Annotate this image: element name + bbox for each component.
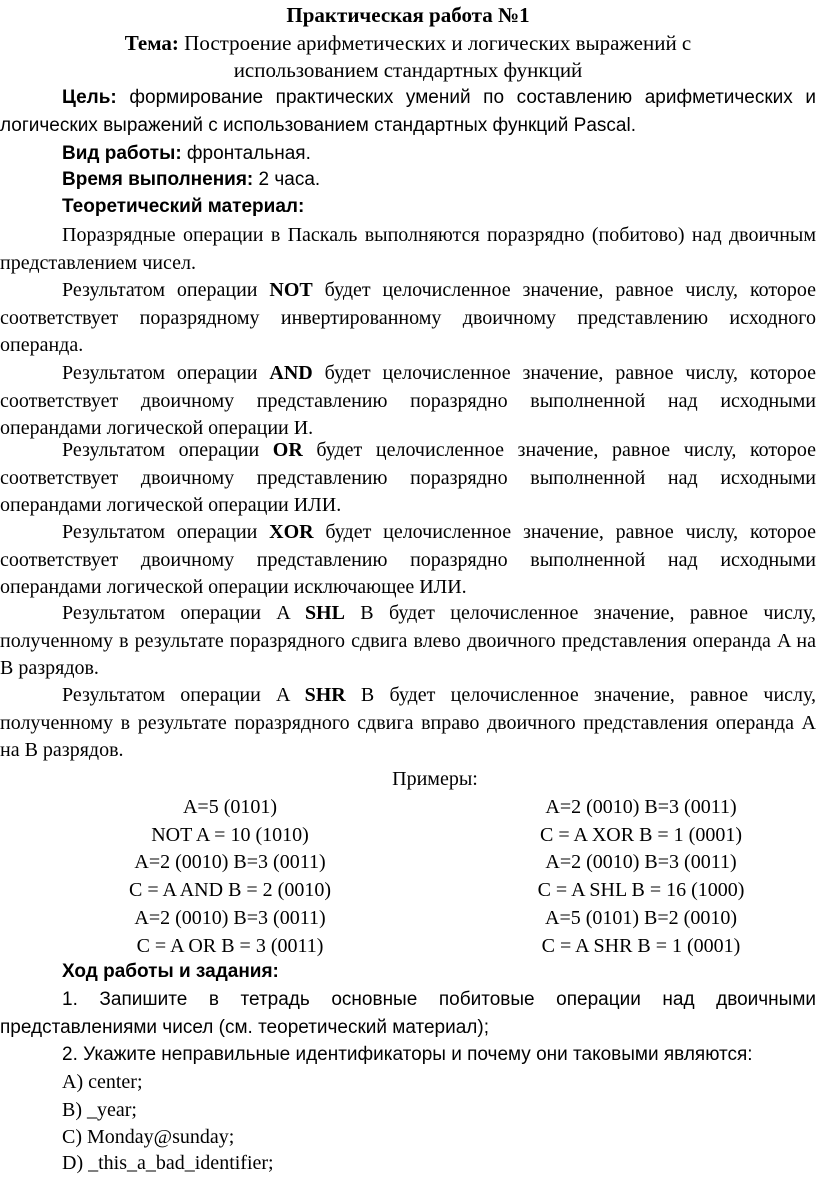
identifier-option: D) _this_a_bad_identifier; — [62, 1152, 274, 1174]
tasks-heading: Ход работы и задания: — [62, 961, 279, 982]
op-shl-keyword: SHL — [304, 602, 345, 624]
op-and-paragraph — [0, 360, 816, 443]
example-line: A=2 (0010) B=3 (0011) — [545, 851, 737, 874]
op-or-before: Результатом операции — [62, 439, 273, 461]
example-line: C = A SHL B = 16 (1000) — [537, 879, 745, 902]
op-shl-after: B будет целочисленное значение, равное числу, полученному в результате поразрядного сдвига влево двоичного представления операнда A на B разрядов. — [0, 602, 816, 679]
examples-heading: Примеры: — [392, 768, 478, 790]
identifier-option: A) center; — [62, 1071, 143, 1093]
task-2: 2. Укажите неправильные идентификаторы и почему они таковыми являются: — [62, 1044, 753, 1065]
duration-line — [0, 166, 816, 194]
example-line: A=2 (0010) B=3 (0011) — [134, 851, 326, 874]
op-shr-before: Результатом операции A — [62, 684, 305, 706]
theory-intro: Поразрядные операции в Паскаль выполняются поразрядно (побитово) над двоичным представлением чисел. — [0, 224, 816, 274]
goal-paragraph — [0, 84, 816, 140]
work-type-text: фронтальная. — [186, 143, 311, 164]
example-line: NOT A = 10 (1010) — [151, 823, 309, 846]
goal-text: формирование практических умений по составлению арифметических и логических выражений с использованием стандартных функций Pascal. — [0, 87, 816, 136]
topic-text: Построение арифметических и логических выражений с использованием стандартных функций — [184, 31, 692, 82]
example-line: A=5 (0101) B=2 (0010) — [545, 906, 737, 929]
example-line: A=5 (0101) — [182, 796, 278, 818]
work-type-line — [0, 140, 816, 168]
op-xor-before: Результатом операции — [62, 521, 270, 543]
op-and-before: Результатом операции — [62, 362, 270, 384]
op-not-after: будет целочисленное значение, равное числу, которое соответствует поразрядному инвертированному двоичному представлению исходного операнда. — [0, 279, 816, 356]
op-xor-paragraph — [0, 519, 816, 602]
op-shr-paragraph — [0, 682, 816, 765]
op-not-keyword: NOT — [269, 279, 313, 301]
duration-text: 2 часа. — [258, 169, 321, 190]
op-or-keyword: OR — [272, 439, 303, 461]
op-xor-after: будет целочисленное значение, равное числу, которое соответствует двоичному представлению поразрядно выполненной над исходными операндами логической операции исключающее ИЛИ. — [0, 521, 816, 598]
op-and-keyword: AND — [269, 362, 313, 384]
topic-label: Тема: — [124, 31, 179, 55]
op-shl-paragraph — [0, 600, 816, 683]
example-line: A=2 (0010) B=3 (0011) — [545, 796, 737, 818]
topic-line — [60, 30, 756, 84]
goal-label: Цель: — [62, 87, 117, 108]
identifier-option: C) Monday@sunday; — [62, 1126, 235, 1148]
work-type-label: Вид работы: — [62, 143, 182, 164]
op-shr-after: B будет целочисленное значение, равное числу, полученному в результате поразрядного сдвига вправо двоичного представления операнда A на B разрядов. — [0, 684, 816, 761]
op-shl-before: Результатом операции A — [62, 602, 305, 624]
op-and-after: будет целочисленное значение, равное числу, которое соответствует двоичному представлению поразрядно выполненной над исходными операндами логической операции И. — [0, 362, 816, 439]
duration-label: Время выполнения: — [62, 169, 254, 190]
example-line: C = A AND B = 2 (0010) — [128, 879, 332, 902]
task-1: 1. Запишите в тетрадь основные побитовые операции над двоичными представлениями чисел (см. теоретический материал); — [0, 989, 816, 1038]
example-line: C = A XOR B = 1 (0001) — [539, 823, 743, 846]
example-line: A=2 (0010) B=3 (0011) — [134, 906, 326, 929]
example-line: C = A SHR B = 1 (0001) — [541, 934, 741, 957]
examples-right-column — [486, 794, 796, 960]
op-or-after: будет целочисленное значение, равное числу, которое соответствует двоичному представлению поразрядно выполненной над исходными операндами логической операции ИЛИ. — [0, 439, 816, 516]
op-not-paragraph — [0, 277, 816, 360]
op-or-paragraph — [0, 437, 816, 520]
op-not-before: Результатом операции — [62, 279, 270, 301]
identifier-option: B) _year; — [62, 1099, 137, 1121]
op-shr-keyword: SHR — [304, 684, 346, 706]
example-line: C = A OR B = 3 (0011) — [136, 934, 324, 957]
examples-left-column — [80, 794, 380, 960]
page-title: Практическая работа №1 — [286, 3, 530, 27]
op-xor-keyword: XOR — [269, 521, 314, 543]
theory-heading: Теоретический материал: — [62, 196, 305, 217]
